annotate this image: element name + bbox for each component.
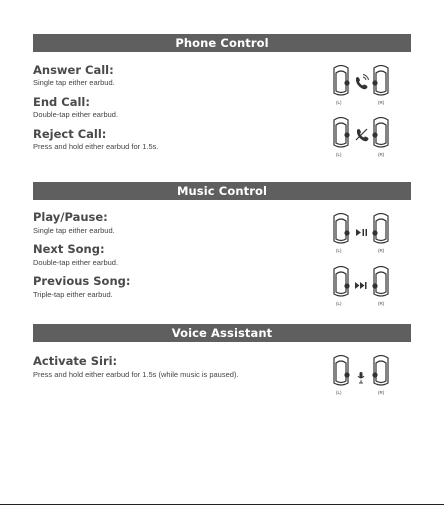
right-earbud-label: (R) [378,100,385,105]
answer-call-title: Answer Call: [33,63,114,77]
microphone-icon [358,372,364,383]
play-pause-desc: Single tap either earbud. [33,226,115,235]
bottom-rule [0,504,444,505]
left-earbud-label: (L) [336,248,342,253]
activate-siri-title: Activate Siri: [33,354,118,368]
right-earbud-label: (R) [378,152,385,157]
right-earbud-label: (R) [378,248,385,253]
previous-song-title: Previous Song: [33,274,131,288]
section-header-music-control: Music Control [33,182,411,200]
end-call-title: End Call: [33,95,90,109]
play-pause-title: Play/Pause: [33,210,108,224]
reject-call-title: Reject Call: [33,127,107,141]
left-earbud-label: (L) [336,152,342,157]
next-track-icon [355,282,367,289]
left-earbud-label: (L) [336,390,342,395]
right-earbud-label: (R) [378,390,385,395]
previous-song-desc: Triple-tap either earbud. [33,290,113,299]
answer-call-desc: Single tap either earbud. [33,78,115,87]
earbuds-voice-assistant-illustration [330,355,392,397]
reject-call-icon [356,129,369,141]
next-song-title: Next Song: [33,242,105,256]
earbuds-reject-call-illustration [330,117,392,159]
reject-call-desc: Press and hold either earbud for 1.5s. [33,142,159,151]
earbuds-next-song-illustration [330,266,392,308]
section-header-phone-control: Phone Control [33,34,411,52]
activate-siri-desc: Press and hold either earbud for 1.5s (while music is paused). [33,370,239,379]
section-header-voice-assistant: Voice Assistant [33,324,411,342]
end-call-desc: Double-tap either earbud. [33,110,119,119]
earbuds-play-pause-illustration [330,213,392,255]
play-pause-icon [356,229,367,236]
next-song-desc: Double-tap either earbud. [33,258,119,267]
left-earbud-label: (L) [336,100,342,105]
left-earbud-label: (L) [336,301,342,306]
right-earbud-label: (R) [378,301,385,306]
earbuds-answer-call-illustration [330,65,392,107]
